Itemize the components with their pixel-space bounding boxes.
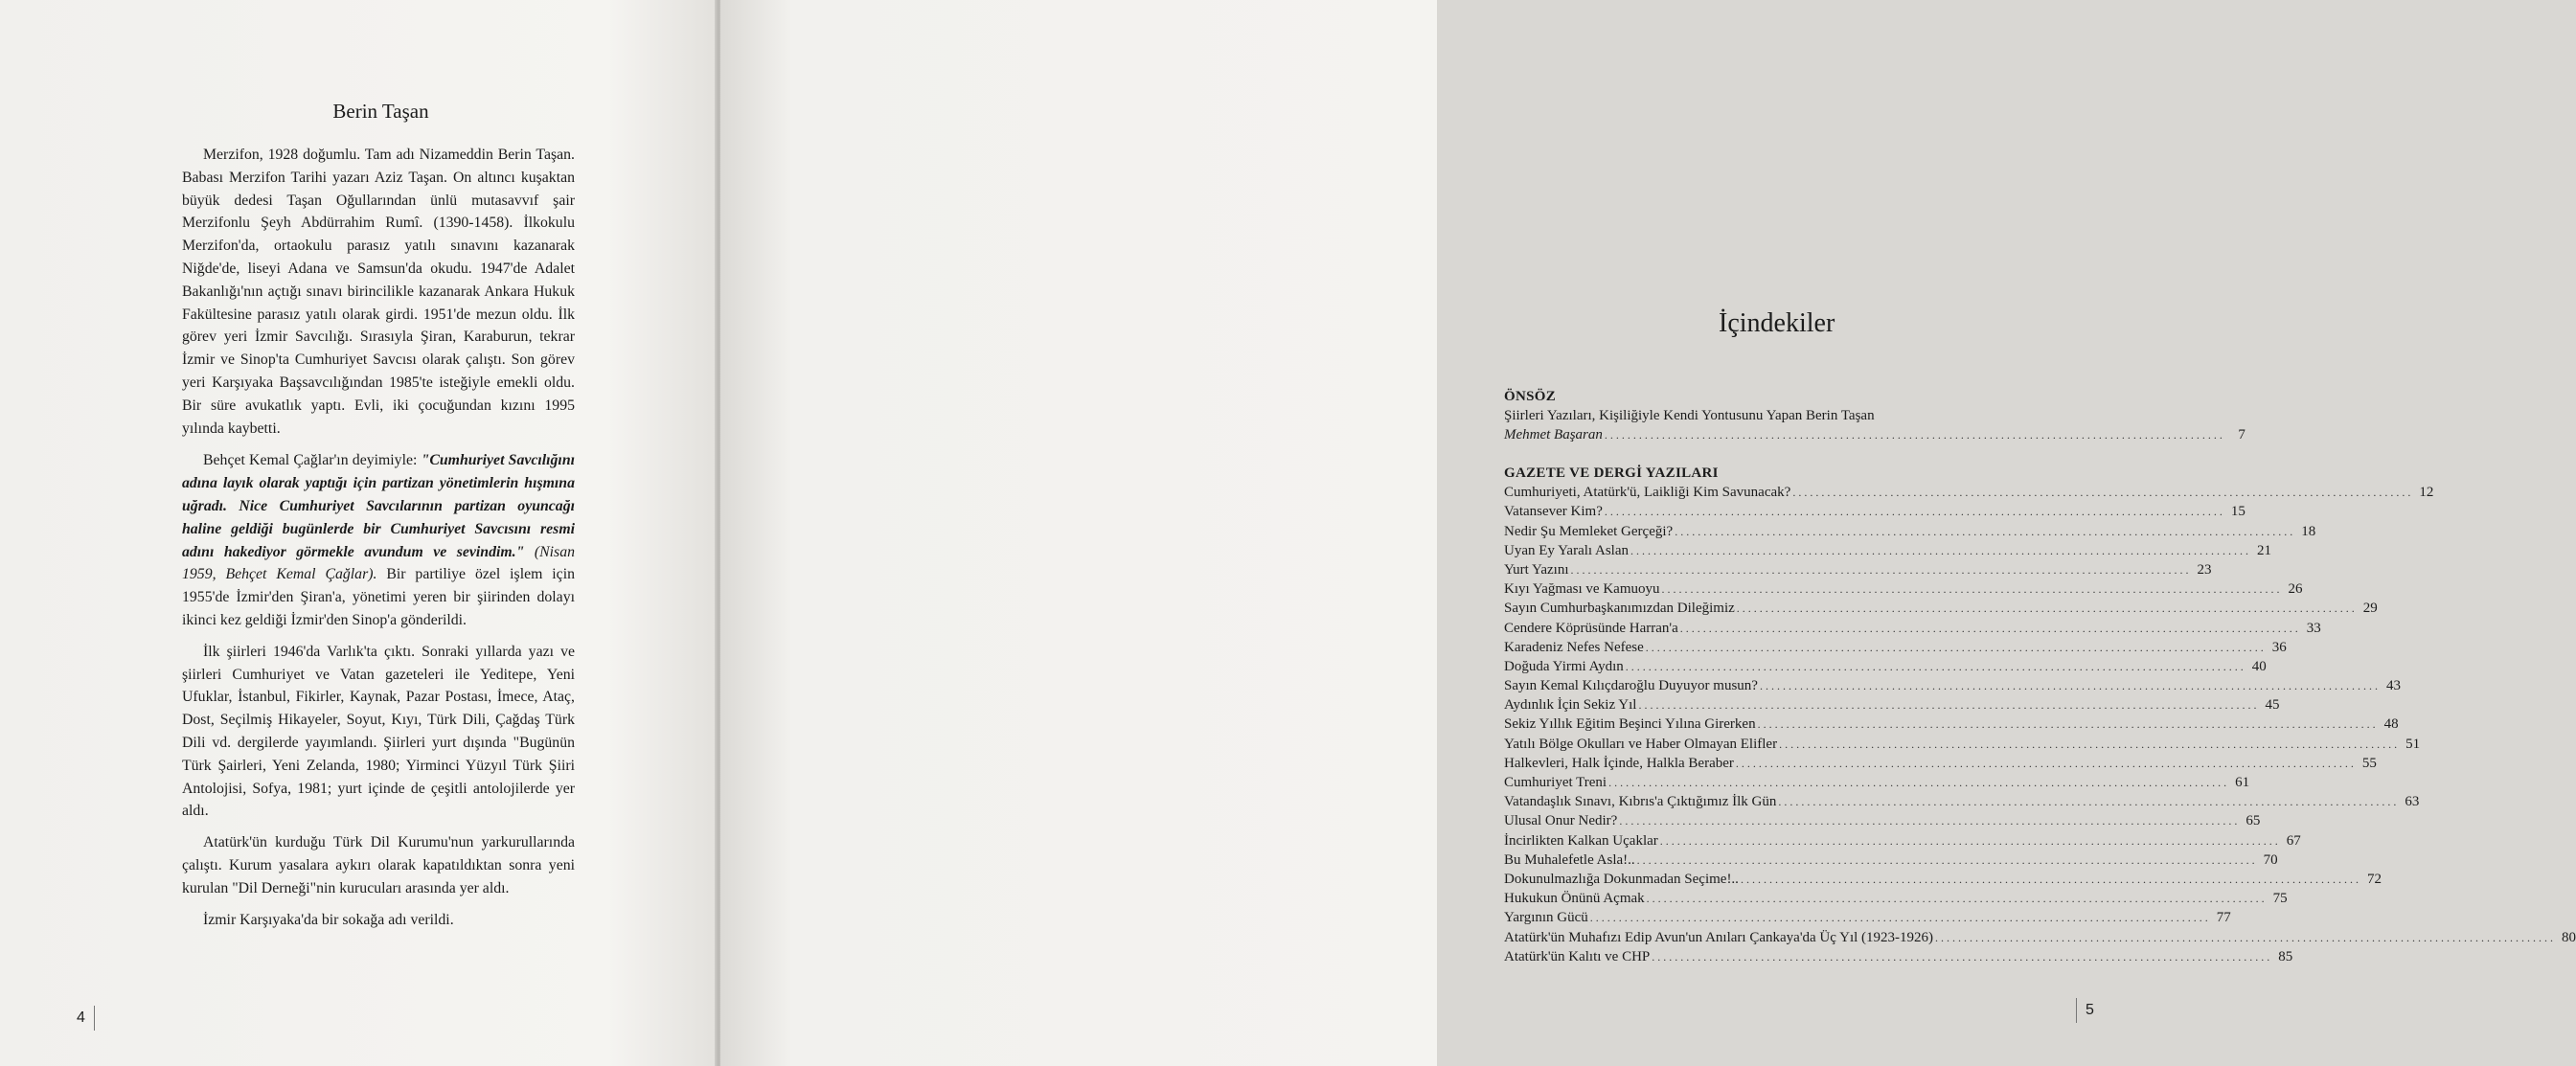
- toc-entry: [1504, 754, 2377, 773]
- toc-leader-dots: [1760, 676, 2378, 695]
- toc-entry-title: Atatürk'ün Kalıtı ve CHP: [1504, 948, 1651, 964]
- toc-entry: [1504, 560, 2212, 579]
- page-number-rule: [2076, 998, 2077, 1023]
- toc-entry-page: 29: [2362, 601, 2378, 617]
- bio-paragraph-2-rest: Bir partiliye özel işlem için 1955'de İzmir'den Şiran'a, yönetimi yeren bir şiirinden dolayı ikinci kez geldiği İzmir'den Sinop'a gönderildi.: [182, 566, 575, 628]
- bio-paragraph-5: İzmir Karşıyaka'da bir sokağa adı verildi.: [203, 911, 454, 928]
- toc-leader-dots: [1758, 714, 2376, 734]
- toc-entry: [1504, 735, 2421, 754]
- toc-entry: [1504, 425, 2245, 444]
- bio-paragraph-3: İlk şiirleri 1946'da Varlık'ta çıktı. Sonraki yıllarda yazı ve şiirleri Cumhuriyet ve Vatan gazeteleri ile Yeditepe, Yeni Ufuklar, İstanbul, Fikirler, Kaynak, Pazar Postası, İmece, Ataç, Dost, Seçilmiş Hikayeler, Soyut, Kıyı, Türk Dili, Çağdaş Türk Dili vd. dergilerde yayımlandı. Şiirleri yurt dışında "Bugünün Türk Şairleri, Yeni Zelanda, 1980; Yirminci Yüzyıl Türk Şiiri Antolojisi, Sofya, 1981; yurt içinde de çeşitli antolojilerde yer aldı.: [182, 643, 575, 820]
- toc-entry: [1504, 579, 2303, 599]
- page-number-rule: [94, 1006, 95, 1031]
- toc-entry-title: Kıyı Yağması ve Kamuoyu: [1504, 581, 1660, 598]
- toc-leader-dots: [1652, 947, 2269, 966]
- right-page-number: [2076, 998, 2094, 1023]
- toc-section-heading: GAZETE VE DERGİ YAZILARI: [1504, 465, 1719, 482]
- bio-body: [182, 144, 575, 940]
- toc-entry-title: Vatandaşlık Sınavı, Kıbrıs'a Çıktığımız İlk Gün: [1504, 794, 1777, 810]
- toc-entry: [1504, 657, 2267, 676]
- toc-entry: [1504, 714, 2399, 734]
- toc-entry-page: 18: [2301, 523, 2316, 539]
- toc-entry-title: Cendere Köprüsünde Harran'a: [1504, 620, 1678, 636]
- toc-entry-page: 61: [2235, 775, 2250, 790]
- toc-entry-page: 75: [2272, 891, 2288, 907]
- toc-entry-page: 36: [2271, 639, 2287, 655]
- toc-entry-page: 26: [2288, 581, 2303, 598]
- toc-entry: [1504, 811, 2261, 830]
- toc-entry-page: 70: [2263, 851, 2278, 868]
- toc-entry-title: Karadeniz Nefes Nefese: [1504, 639, 1644, 655]
- toc-leader-dots: [1571, 560, 2189, 579]
- toc-onsoz-subtitle: Şiirleri Yazıları, Kişiliğiyle Kendi Yontusunu Yapan Berin Taşan: [1504, 408, 1875, 423]
- toc-entry: [1504, 502, 2245, 521]
- toc-entry-page: 77: [2216, 910, 2231, 926]
- toc-leader-dots: [1736, 754, 2354, 773]
- toc-entry: [1504, 831, 2301, 851]
- bio-paragraph-2: [182, 449, 575, 631]
- toc-section-onsoz: [1504, 387, 2245, 444]
- toc-leader-dots: [1935, 928, 2553, 947]
- toc-entry: [1504, 928, 2576, 947]
- toc-leader-dots: [1662, 579, 2280, 599]
- toc-entry-title: Nedir Şu Memleket Gerçeği?: [1504, 523, 1674, 539]
- toc-entry-title: Yatılı Bölge Okulları ve Haber Olmayan Elifler: [1504, 736, 1778, 752]
- toc-entry-page: 67: [2286, 832, 2301, 849]
- toc-entry-page: 12: [2419, 485, 2434, 501]
- toc-entry-page: 80: [2562, 929, 2576, 945]
- toc-entry-title: Ulusal Onur Nedir?: [1504, 813, 1618, 829]
- toc-entry-page: 23: [2197, 561, 2212, 578]
- toc-entry-title: Atatürk'ün Muhafızı Edip Avun'un Anıları Çankaya'da Üç Yıl (1923-1926): [1504, 929, 1934, 945]
- toc-entry-title: Yurt Yazını: [1504, 561, 1569, 578]
- right-page: [720, 0, 2576, 1066]
- right-page-number-text: 5: [2086, 1002, 2094, 1018]
- toc-entry-page: 63: [2405, 794, 2420, 810]
- toc-leader-dots: [1605, 502, 2223, 521]
- toc-leader-dots: [1638, 695, 2256, 714]
- left-page-number: [77, 1006, 95, 1031]
- toc-entry-title: İncirlikten Kalkan Uçaklar: [1504, 832, 1658, 849]
- toc-entry: [1504, 619, 2321, 638]
- toc-entry-title: Vatansever Kim?: [1504, 504, 1603, 520]
- toc-entry-page: 65: [2245, 813, 2261, 829]
- toc-entry: [1504, 522, 2316, 541]
- toc-leader-dots: [1737, 599, 2355, 618]
- toc-entry: [1504, 695, 2280, 714]
- toc-entry-list: [1504, 483, 2576, 966]
- toc-entry-page: 55: [2361, 755, 2377, 771]
- toc-leader-dots: [1590, 908, 2208, 927]
- toc-entry: [1504, 638, 2287, 657]
- toc-entry: [1504, 870, 2382, 889]
- toc-entry-page: 48: [2383, 716, 2399, 733]
- toc-entry-page: 72: [2366, 871, 2382, 887]
- toc-leader-dots: [1778, 792, 2396, 811]
- toc-entry-page: 15: [2230, 504, 2245, 520]
- toc-entry: [1504, 599, 2378, 618]
- toc-section-articles: [1504, 464, 2576, 966]
- toc-entry-page: 85: [2278, 948, 2293, 964]
- quote-intro: Behçet Kemal Çağlar'ın deyimiyle:: [203, 452, 422, 469]
- toc-leader-dots: [1646, 638, 2264, 657]
- toc-entry-title: Halkevleri, Halk İçinde, Halkla Beraber: [1504, 755, 1734, 771]
- toc-entry-title: Bu Muhalefetle Asla!..: [1504, 851, 1635, 868]
- toc-entry-page: 43: [2385, 678, 2401, 694]
- table-of-contents: [1504, 387, 2576, 966]
- toc-entry: [1504, 792, 2420, 811]
- toc-entry-title: Yargının Gücü: [1504, 910, 1588, 926]
- toc-entry: [1504, 541, 2271, 560]
- toc-entry: [1504, 483, 2434, 502]
- bio-paragraph-1: Merzifon, 1928 doğumlu. Tam adı Nizameddin Berin Taşan. Babası Merzifon Tarihi yazarı Aziz Taşan. On altıncı kuşaktan büyük dedesi Taşan Oğullarından ünlü mutasavvıf şair Merzifonlu Şeyh Abdürrahim Rumî. (1390-1458). İlkokulu Merzifon'da, ortaokulu parasız yatılı sınavını kazanarak Niğde'de, liseyi Adana ve Samsun'da okudu. 1947'de Adalet Bakanlığı'nın açtığı sınavı birincilikle kazanarak Ankara Hukuk Fakültesine parasız yatılı olarak girdi. 1951'de mezun oldu. İlk görev yeri İzmir Savcılığı. Sırasıyla Şiran, Karaburun, tekrar İzmir ve Sinop'ta Cumhuriyet Savcısı olarak çalıştı. Son görev yeri Karşıyaka Başsavcılığından 1985'te isteğiyle emekli oldu. Bir süre avukatlık yaptı. Evli, iki çocuğundan kızını 1995 yılında kaybetti.: [182, 147, 575, 437]
- toc-entry-title: Sekiz Yıllık Eğitim Beşinci Yılına Girerken: [1504, 716, 1756, 733]
- toc-leader-dots: [1619, 811, 2237, 830]
- quote-citation: (Nisan 1959, Behçet Kemal Çağlar).: [182, 543, 575, 583]
- bio-paragraph-4: Atatürk'ün kurduğu Türk Dil Kurumu'nun yarkurullarında çalıştı. Kurum yasalara aykırı olarak kapatıldıktan sonra yeni kurulan "Dil Derneği"nin kurucuları arasında yer aldı.: [182, 834, 575, 896]
- toc-leader-dots: [1792, 483, 2410, 502]
- toc-leader-dots: [1680, 619, 2298, 638]
- toc-leader-dots: [1626, 657, 2244, 676]
- toc-entry-page: 7: [2238, 427, 2245, 442]
- toc-leader-dots: [1675, 522, 2292, 541]
- left-page: [0, 0, 717, 1066]
- toc-leader-dots: [1660, 831, 2278, 851]
- toc-entry-page: 45: [2265, 697, 2280, 714]
- toc-leader-dots: [1779, 735, 2397, 754]
- toc-entry-title: Mehmet Başaran: [1504, 427, 1603, 442]
- toc-entry-page: 21: [2257, 542, 2271, 558]
- toc-section-heading: ÖNSÖZ: [1504, 389, 1557, 404]
- left-page-number-text: 4: [77, 1009, 85, 1026]
- toc-entry: [1504, 908, 2231, 927]
- toc-entry-page: 33: [2306, 620, 2321, 636]
- toc-entry: [1504, 851, 2278, 870]
- toc-entry: [1504, 947, 2293, 966]
- toc-leader-dots: [1605, 425, 2223, 444]
- toc-entry-title: Doğuda Yirmi Aydın: [1504, 658, 1624, 674]
- toc-entry-title: Hukukun Önünü Açmak: [1504, 891, 1645, 907]
- toc-entry-title: Dokunulmazlığa Dokunmadan Seçime!..: [1504, 871, 1739, 887]
- toc-entry-title: Cumhuriyet Treni: [1504, 775, 1607, 790]
- toc-leader-dots: [1741, 870, 2359, 889]
- toc-title: İçindekiler: [1719, 308, 1835, 338]
- toc-leader-dots: [1608, 773, 2226, 792]
- toc-entry: [1504, 676, 2401, 695]
- caglar-quote: "Cumhuriyet Savcılığını adına layık olarak yaptığı için partizan yönetimlerin hışmına uğradı. Nice Cumhuriyet Savcılarının partizan oyuncağı haline geldiği bugünlerde bir Cumhuriyet Savcısını resmi adını hakediyor görmekle avundum ve sevindim.": [182, 452, 575, 560]
- toc-entry-title: Cumhuriyeti, Atatürk'ü, Laikliği Kim Savunacak?: [1504, 485, 1791, 501]
- toc-entry-page: 51: [2405, 736, 2421, 752]
- toc-leader-dots: [1647, 889, 2265, 908]
- toc-entry: [1504, 773, 2250, 792]
- toc-entry-title: Aydınlık İçin Sekiz Yıl: [1504, 697, 1637, 714]
- toc-entry: [1504, 889, 2288, 908]
- toc-entry-title: Sayın Kemal Kılıçdaroğlu Duyuyor musun?: [1504, 678, 1758, 694]
- toc-entry-title: Sayın Cumhurbaşkanımızdan Dileğimiz: [1504, 601, 1735, 617]
- toc-entry-page: 40: [2251, 658, 2267, 674]
- toc-leader-dots: [1630, 541, 2248, 560]
- toc-entry-title: Uyan Ey Yaralı Aslan: [1504, 542, 1629, 558]
- toc-leader-dots: [1637, 851, 2255, 870]
- bio-title: Berin Taşan: [332, 100, 429, 123]
